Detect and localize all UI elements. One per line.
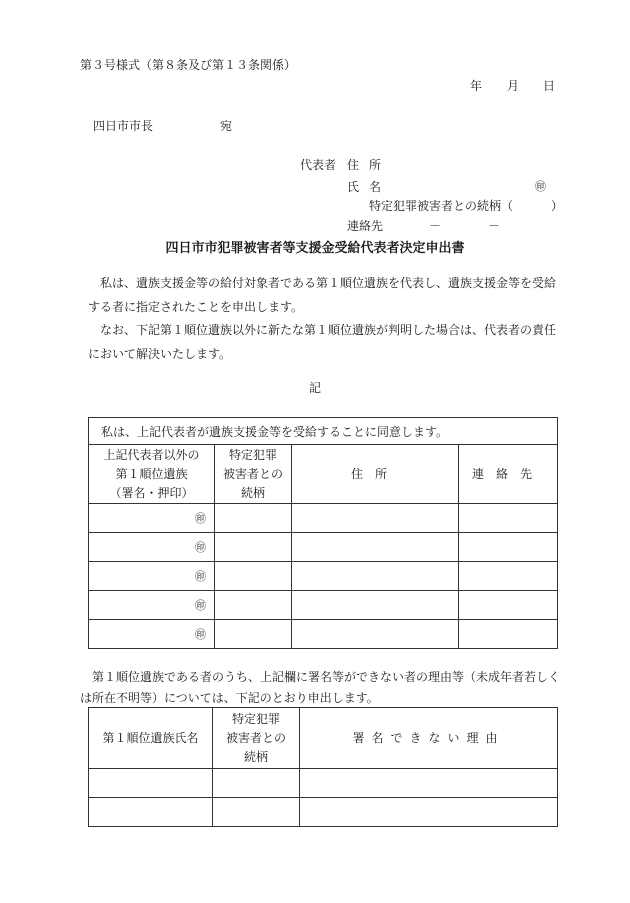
addressee-name: 四日市市長 (93, 119, 154, 133)
body-paragraph-2: なお、下記第１順位遺族以外に新たな第１順位遺族が判明した場合は、代表者の責任において解決いたします。 (88, 323, 557, 361)
reason-table (88, 707, 558, 827)
contact-cell[interactable] (459, 504, 558, 533)
contact-cell[interactable] (459, 533, 558, 562)
header-line: 上記代表者以外の (103, 447, 200, 462)
consent-statement: 私は、上記代表者が遺族支援金等を受給することに同意します。 (89, 418, 558, 445)
contact-cell[interactable] (459, 562, 558, 591)
header-line: 特定犯罪 (228, 447, 277, 462)
header-line: 第１順位遺族 (115, 466, 188, 481)
contact-cell[interactable] (459, 620, 558, 649)
signature-cell[interactable]: ㊞ (89, 620, 215, 649)
address-cell[interactable] (292, 562, 459, 591)
ki-heading: 記 (308, 381, 321, 395)
contact-cell[interactable] (459, 591, 558, 620)
table-row (89, 798, 558, 827)
contact-dash: － (488, 219, 501, 233)
address-cell[interactable] (292, 591, 459, 620)
document-title: 四日市市犯罪被害者等支援金受給代表者決定申出書 (165, 241, 465, 256)
table-row (89, 533, 558, 562)
table-row (89, 769, 558, 798)
header-reason (300, 708, 558, 769)
consent-table (88, 417, 558, 649)
contact-label: 連絡先 (347, 219, 384, 233)
relationship-close: ） (551, 199, 564, 213)
survivor-name-cell[interactable] (89, 769, 213, 798)
header-relationship (213, 708, 300, 769)
reason-note: 第１順位遺族である者のうち、上記欄に署名等ができない者の理由等（未成年者若しくは所在不明等）については、下記のとおり申出します。 (80, 670, 561, 705)
relationship-label: 特定犯罪被害者との続柄（ (369, 199, 514, 213)
header-line: 続柄 (240, 485, 265, 500)
header-relationship (215, 445, 292, 504)
signature-cell[interactable]: ㊞ (89, 504, 215, 533)
relationship-cell[interactable] (215, 591, 292, 620)
header-survivor-name: 第１順位遺族氏名 (89, 708, 213, 769)
header-address-text: 住所 (350, 466, 399, 481)
header-line: （署名・押印） (109, 485, 194, 500)
table-row (89, 591, 558, 620)
relationship-cell[interactable] (213, 798, 300, 827)
date-month-label: 月 (507, 79, 520, 93)
signature-cell[interactable]: ㊞ (89, 591, 215, 620)
relationship-cell[interactable] (215, 504, 292, 533)
addressee-honorific: 宛 (220, 119, 233, 133)
survivor-name-cell[interactable] (89, 798, 213, 827)
table-row (89, 620, 558, 649)
body-paragraph-1: 私は、遺族支援金等の給付対象者である第１順位遺族を代表し、遺族支援金等を受給する者に指定されたことを申出します。 (88, 276, 557, 314)
representative-label: 代表者 (300, 158, 337, 172)
signature-cell[interactable]: ㊞ (89, 533, 215, 562)
name-label: 氏名 (347, 180, 392, 194)
table-row (89, 562, 558, 591)
date-day-label: 日 (543, 79, 556, 93)
header-contact-text: 連絡先 (472, 466, 545, 481)
date-year-label: 年 (470, 79, 483, 93)
header-other-survivors (89, 445, 215, 504)
address-cell[interactable] (292, 504, 459, 533)
header-line: 特定犯罪 (231, 711, 280, 726)
header-line: 続柄 (243, 749, 268, 764)
header-reason-text: 署名できない理由 (352, 730, 505, 745)
address-cell[interactable] (292, 620, 459, 649)
reason-cell[interactable] (300, 798, 558, 827)
relationship-cell[interactable] (213, 769, 300, 798)
address-cell[interactable] (292, 533, 459, 562)
reason-cell[interactable] (300, 769, 558, 798)
header-contact (459, 445, 558, 504)
relationship-cell[interactable] (215, 562, 292, 591)
seal-mark: ㊞ (535, 180, 546, 193)
address-label: 住所 (347, 158, 392, 172)
signature-cell[interactable]: ㊞ (89, 562, 215, 591)
table-row (89, 504, 558, 533)
relationship-cell[interactable] (215, 620, 292, 649)
header-line: 被害者との (225, 730, 286, 745)
relationship-cell[interactable] (215, 533, 292, 562)
header-address (292, 445, 459, 504)
header-line: 被害者との (222, 466, 283, 481)
form-number: 第３号様式（第８条及び第１３条関係） (80, 58, 297, 72)
contact-dash: － (429, 219, 442, 233)
